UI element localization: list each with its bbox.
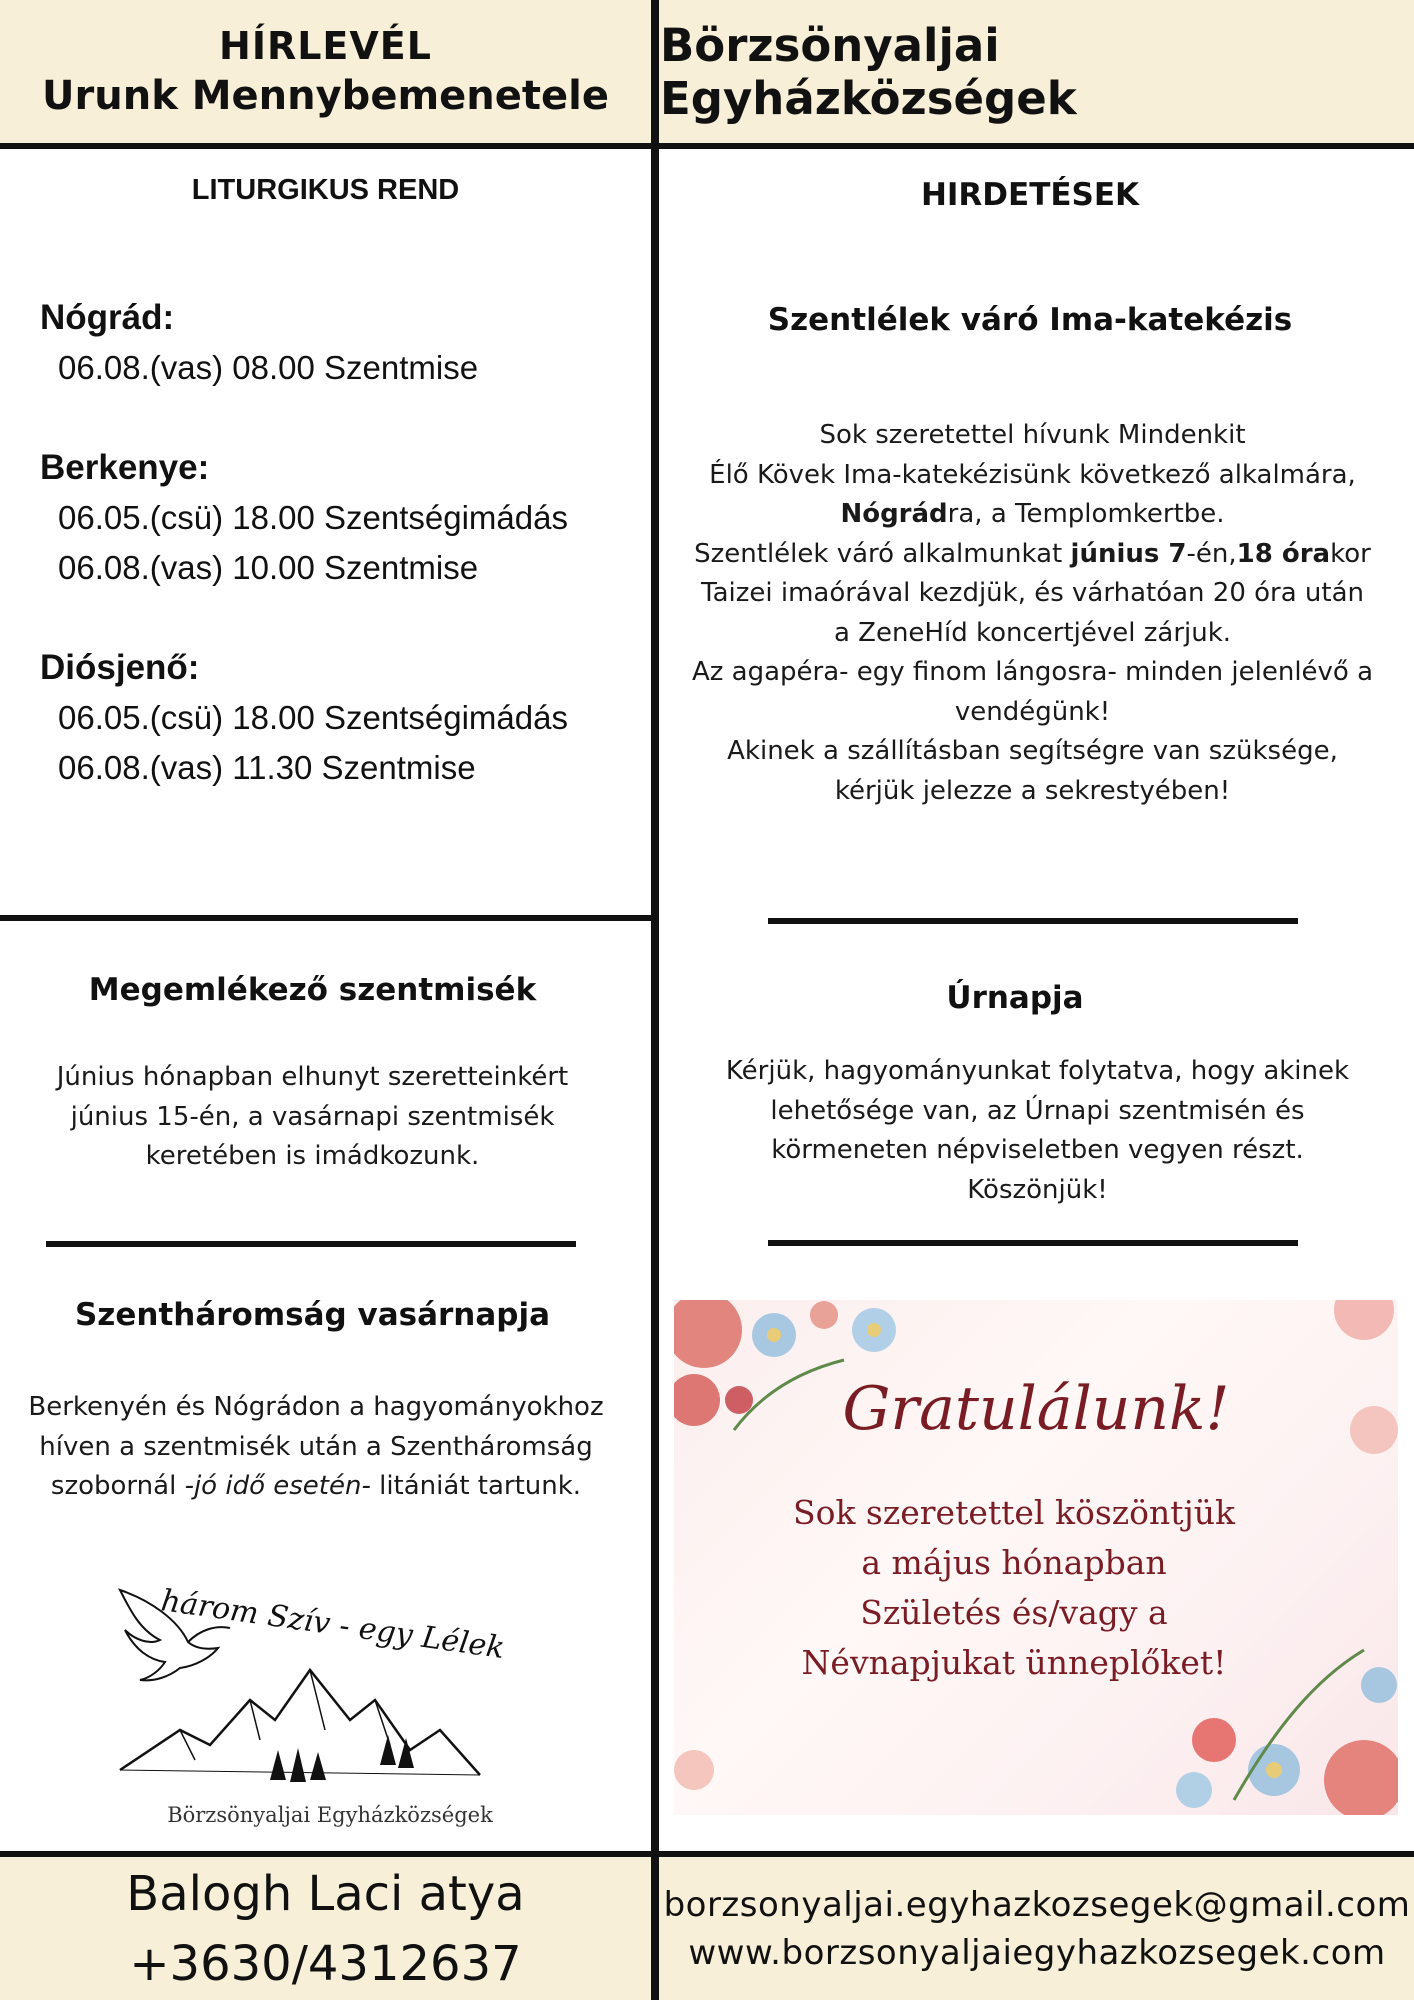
center-divider (651, 0, 659, 2000)
liturgy-list (40, 293, 568, 793)
newsletter-label: HÍRLEVÉL (219, 23, 432, 68)
text: ra, a Templomkertbe. (947, 499, 1225, 529)
liturgy-place-diosjeno (40, 643, 568, 793)
text-line: Június hónapban elhunyt szeretteinkért (56, 1062, 569, 1092)
schedule-line: 06.05.(csü) 18.00 Szentségimádás (58, 699, 568, 736)
trinity-text (0, 1388, 632, 1507)
announcements-title: HIRDETÉSEK (920, 177, 1140, 213)
text-line: körmeneten népviseletben vegyen részt. (771, 1135, 1304, 1165)
text-line: Berkenyén és Nógrádon a hagyományokhoz (28, 1392, 604, 1422)
urnapja-title: Úrnapja (946, 980, 1084, 1016)
text-line: vendégünk! (954, 696, 1111, 727)
email-link[interactable]: borzsonyaljai.egyhazkozsegek@gmail.com (663, 1884, 1411, 1925)
text-line (665, 495, 1400, 535)
text-line: Születés és/vagy a (860, 1593, 1168, 1632)
text-line: Akinek a szállításban segítségre van szüksége, (727, 736, 1338, 766)
text-line (665, 535, 1400, 575)
footer-contact (0, 1857, 651, 2000)
text-line: híven a szentmisék után a Szentháromság (39, 1431, 593, 1462)
text-line: Kérjük, hagyományunkat folytatva, hogy akinek (725, 1056, 1350, 1086)
text-line: június 15-én, a vasárnapi szentmisék (70, 1101, 555, 1132)
text: szobornál (50, 1471, 185, 1501)
trinity-title: Szentháromság vasárnapja (74, 1297, 551, 1333)
left-mid-divider (0, 915, 655, 921)
newsletter-subtitle: Urunk Mennybemenetele (42, 72, 609, 119)
text-line: lehetősége van, az Úrnapi szentmisén és (770, 1095, 1305, 1126)
logo-caption: Börzsönyaljai Egyházközségek (167, 1803, 493, 1827)
parish-logo (100, 1570, 560, 1840)
urnapja-text (665, 1052, 1410, 1210)
mountains-dove-icon (100, 1570, 560, 1840)
schedule-line: 06.05.(csü) 18.00 Szentségimádás (58, 499, 568, 536)
header-left (0, 0, 651, 143)
italic-text: -jó idő esetén- (184, 1471, 371, 1501)
text-line: Az agapéra- egy finom lángosra- minden jelenlévő a (691, 657, 1374, 687)
bold-text: 18 óra (1236, 538, 1331, 569)
text-line: kérjük jelezze a sekrestyében! (834, 775, 1231, 806)
schedule-line: 06.08.(vas) 11.30 Szentmise (58, 749, 476, 786)
header-right (660, 0, 1414, 143)
liturgy-place-berkenye (40, 443, 568, 593)
text-line (0, 1467, 632, 1507)
text-line: keretében is imádkozunk. (145, 1141, 480, 1171)
parish-title: Börzsönyaljai Egyházközségek (660, 18, 1077, 125)
text: litániát tartunk. (370, 1471, 582, 1501)
bold-text: június 7 (1070, 538, 1187, 569)
schedule-line: 06.08.(vas) 10.00 Szentmise (58, 549, 479, 586)
right-divider-2 (768, 1240, 1298, 1246)
memorial-title: Megemlékező szentmisék (88, 972, 537, 1008)
place-name: Diósjenő: (40, 648, 200, 687)
text-line: a ZeneHíd koncertjével zárjuk. (833, 617, 1232, 648)
liturgy-place-nograd (40, 293, 568, 393)
right-divider-1 (768, 918, 1298, 924)
card-text (734, 1488, 1294, 1688)
text-line: Köszönjük! (967, 1174, 1108, 1205)
priest-name: Balogh Laci atya (126, 1865, 525, 1922)
text-line: Névnapjukat ünneplőket! (801, 1643, 1227, 1682)
text: -én, (1186, 538, 1237, 569)
footer-links (660, 1857, 1414, 2000)
text: kor (1330, 538, 1371, 569)
congratulation-card (674, 1300, 1398, 1815)
place-name: Nógrád: (40, 298, 175, 337)
phone-number[interactable]: +3630/4312637 (129, 1935, 522, 1992)
memorial-text (0, 1058, 625, 1177)
katekezis-title: Szentlélek váró Ima-katekézis (767, 302, 1293, 338)
schedule-line: 06.08.(vas) 08.00 Szentmise (58, 349, 479, 386)
liturgy-title: LITURGIKUS REND (191, 174, 460, 206)
place-name: Berkenye: (40, 448, 210, 487)
header-divider (0, 143, 1414, 149)
text: Szentlélek váró alkalmunkat (694, 538, 1071, 569)
left-divider-2 (46, 1241, 576, 1247)
card-title: Gratulálunk! (842, 1374, 1230, 1444)
logo-script: három Szív - egy Lélek (158, 1583, 507, 1667)
bold-text: Nógrád (840, 499, 948, 529)
text-line: Sok szeretettel köszöntjük (792, 1493, 1236, 1532)
katekezis-text (665, 416, 1400, 811)
text-line: Élő Kövek Ima-katekézisünk következő alkalmára, (709, 459, 1356, 490)
website-link[interactable]: www.borzsonyaljaiegyhazkozsegek.com (688, 1932, 1386, 1973)
text-line: Sok szeretettel hívunk Mindenkit (819, 420, 1246, 450)
text-line: a május hónapban (861, 1543, 1167, 1582)
text-line: Taizei imaórával kezdjük, és várhatóan 20 óra után (700, 578, 1365, 608)
